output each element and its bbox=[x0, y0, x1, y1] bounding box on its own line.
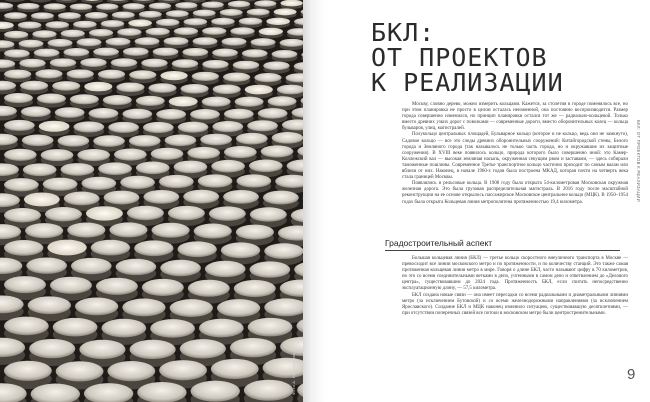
disc-lamp bbox=[142, 279, 184, 296]
disc-lamp bbox=[4, 120, 35, 131]
disc-lamp bbox=[52, 81, 80, 91]
disc-lamp bbox=[111, 58, 137, 67]
disc-lamp bbox=[268, 96, 297, 106]
disc-lamp bbox=[160, 71, 187, 80]
disc-lamp bbox=[175, 2, 197, 9]
disc-lamp bbox=[17, 3, 39, 10]
disc-lamp bbox=[89, 108, 119, 119]
disc-lamp bbox=[109, 222, 147, 237]
disc-lamp bbox=[130, 340, 176, 359]
disc-lamp bbox=[71, 258, 112, 274]
disc-lamp bbox=[200, 134, 232, 146]
section-heading: Градостроительный аспект bbox=[385, 238, 620, 251]
disc-lamp bbox=[261, 145, 294, 157]
disc-lamp bbox=[165, 135, 197, 147]
disc-lamp bbox=[43, 178, 78, 191]
disc-lamp bbox=[239, 18, 263, 25]
disc-lamp bbox=[263, 61, 289, 70]
disc-lamp bbox=[114, 149, 147, 161]
title-line-2: ОТ ПРОЕКТОВ bbox=[371, 43, 548, 72]
disc-lamp bbox=[234, 280, 276, 297]
disc-lamp bbox=[129, 70, 156, 79]
right-page bbox=[325, 0, 650, 402]
disc-lamp bbox=[177, 241, 216, 257]
disc-lamp bbox=[116, 82, 144, 92]
disc-lamp bbox=[117, 28, 141, 36]
disc-lamp bbox=[194, 224, 232, 239]
disc-lamp bbox=[250, 261, 291, 277]
disc-lamp bbox=[86, 206, 123, 220]
disc-lamp bbox=[153, 48, 179, 56]
disc-lamp bbox=[31, 12, 54, 19]
disc-lamp bbox=[122, 299, 165, 317]
disc-lamp bbox=[104, 191, 140, 205]
disc-lamp bbox=[245, 85, 273, 95]
disc-lamp bbox=[73, 21, 97, 28]
disc-lamp bbox=[96, 3, 118, 10]
disc-lamp bbox=[254, 0, 276, 7]
disc-lamp bbox=[148, 83, 176, 93]
section-paragraph-2: БКЛ создана новые связи — она имеет пересадки со всеми радиальными и диаметральными линиями метро (за исключением Бутовской) и со всеми железнодорожными направлениями (за исключением Ярославского). Создание БКЛ и МЦК наконец изменило ситуацию, существовавшую десятилетиями, — при отсутствии поперечных связей все потоки в московском метро были центростремительными. bbox=[402, 292, 628, 316]
disc-lamp bbox=[221, 242, 260, 258]
section-paragraph-1: Большая кольцевая линия (БКЛ) — третье кольцо скоростного внеуличного транспорта в Москве — превосходит все линии московского метро и по протяженности, и по количеству станций. Это также самая протяженная кольцевая линия метро в мире. Говоря о длине БКЛ, часто называют цифру в 70 километров, но это со всеми соединительными ветками в депо, учтенными в самом депо и ответвлением до «Делового центра», существовавшим до 2024 года. Протяженность БКЛ, если считать непосредственно эксплуатационную длину, — 57,5 километра. bbox=[402, 256, 628, 292]
disc-lamp bbox=[70, 94, 99, 104]
section-text bbox=[402, 256, 628, 317]
disc-lamp bbox=[159, 175, 194, 188]
disc-lamp bbox=[259, 28, 283, 36]
disc-lamp bbox=[212, 121, 243, 132]
disc-lamp bbox=[4, 93, 33, 103]
disc-lamp bbox=[61, 30, 85, 38]
disc-lamp bbox=[160, 260, 201, 276]
disc-lamp bbox=[174, 27, 198, 35]
disc-lamp bbox=[134, 240, 173, 256]
page-number: 9 bbox=[627, 366, 636, 383]
disc-lamp bbox=[266, 18, 290, 25]
disc-lamp bbox=[250, 207, 287, 221]
disc-lamp bbox=[170, 299, 213, 317]
intro-paragraph-3: Появлялись и рельсовые кольца. В 1908 году была открыта 54-километровая Московская окружная железная дорога. Это была грузовая распределительная магистраль. В 2016 году после масштабной реконструкции на ее основе открылось пассажирское Московское центральное кольцо (МЦК). В 1950–1954 годах была открыта Кольцевая линия метрополитена протяженностью 19,4 километра. bbox=[402, 181, 628, 205]
disc-lamp bbox=[4, 317, 49, 336]
disc-lamp bbox=[103, 95, 132, 105]
disc-lamp bbox=[228, 1, 250, 8]
disc-lamp bbox=[217, 299, 260, 317]
disc-lamp bbox=[24, 193, 60, 207]
disc-lamp bbox=[55, 107, 85, 118]
disc-lamp bbox=[108, 122, 139, 133]
metro-ceiling-photo bbox=[0, 0, 303, 402]
disc-lamp bbox=[211, 18, 235, 25]
disc-lamp bbox=[139, 11, 162, 18]
disc-lamp bbox=[22, 135, 54, 147]
book-gutter bbox=[303, 0, 325, 402]
disc-lamp bbox=[222, 38, 247, 46]
disc-lamp bbox=[192, 72, 219, 81]
disc-lamp bbox=[53, 318, 98, 337]
disc-lamp bbox=[211, 160, 245, 173]
disc-lamp bbox=[89, 29, 113, 37]
disc-lamp bbox=[45, 21, 69, 28]
disc-lamp bbox=[28, 296, 71, 314]
disc-lamp bbox=[168, 206, 205, 220]
disc-lamp bbox=[220, 9, 243, 16]
intro-paragraph-1: Москву, словно дерево, можно измерить кольцами. Кажется, за столетия в городе поменялось все, но при этом планировка не просто в целом осталась неизменной, она постоянно воспроизводится. Размер города совершенно изменился, но принцип планировки остался тот же — радиально-кольцевой. Только вместо древних узких дорог с повозками — современные дороги, вместо оборонительных колец — кольца бульваров, улиц, магистралей. bbox=[402, 102, 628, 132]
disc-lamp bbox=[123, 47, 149, 55]
disc-lamp bbox=[159, 360, 207, 380]
disc-lamp bbox=[166, 10, 189, 17]
disc-lamp bbox=[64, 192, 100, 206]
disc-lamps-illustration bbox=[0, 0, 303, 402]
disc-lamp bbox=[45, 207, 82, 221]
disc-lamp bbox=[213, 84, 241, 94]
disc-lamp bbox=[180, 339, 226, 358]
disc-lamp bbox=[50, 58, 76, 67]
disc-lamp bbox=[202, 27, 226, 35]
disc-lamp bbox=[236, 174, 271, 187]
disc-lamp bbox=[29, 339, 75, 358]
disc-lamp bbox=[77, 149, 110, 161]
disc-lamp bbox=[101, 319, 146, 338]
disc-lamp bbox=[98, 70, 125, 79]
disc-lamp bbox=[43, 3, 65, 10]
disc-lamp bbox=[127, 206, 164, 220]
disc-lamp bbox=[56, 361, 104, 381]
disc-lamp bbox=[236, 225, 274, 240]
disc-lamp bbox=[135, 37, 160, 45]
disc-lamp bbox=[4, 149, 37, 161]
disc-lamp bbox=[193, 37, 218, 45]
disc-lamp bbox=[254, 73, 281, 82]
disc-lamp bbox=[50, 277, 92, 294]
disc-lamp bbox=[205, 261, 246, 277]
disc-lamp bbox=[137, 382, 186, 402]
disc-lamp bbox=[73, 121, 104, 132]
disc-lamp bbox=[4, 208, 41, 222]
disc-lamp bbox=[233, 61, 259, 70]
disc-lamp bbox=[47, 240, 86, 256]
disc-lamp bbox=[190, 109, 220, 120]
disc-lamp bbox=[244, 380, 293, 401]
disc-lamp bbox=[85, 12, 108, 19]
disc-lamp bbox=[156, 19, 180, 26]
disc-lamp bbox=[136, 96, 165, 106]
disc-lamp bbox=[136, 161, 170, 174]
disc-lamp bbox=[96, 278, 138, 295]
disc-lamp bbox=[116, 259, 157, 275]
disc-lamp bbox=[79, 340, 125, 359]
disc-lamp bbox=[280, 0, 302, 6]
disc-lamp bbox=[120, 176, 155, 189]
disc-lamp bbox=[4, 276, 46, 293]
disc-lamp bbox=[4, 240, 43, 256]
disc-lamp bbox=[151, 148, 184, 160]
disc-lamp bbox=[248, 318, 293, 337]
disc-lamp bbox=[193, 10, 216, 17]
disc-lamp bbox=[84, 82, 112, 92]
disc-lamp bbox=[272, 132, 303, 144]
disc-lamp bbox=[258, 108, 288, 119]
running-header: БКЛ: ОТ ПРОЕКТОВ К РЕАЛИЗАЦИИ bbox=[636, 120, 641, 202]
title-line-3: К РЕАЛИЗАЦИИ bbox=[371, 68, 564, 97]
disc-lamp bbox=[4, 361, 52, 381]
disc-lamp bbox=[149, 3, 171, 10]
disc-lamp bbox=[58, 12, 81, 19]
disc-lamp bbox=[235, 97, 264, 107]
disc-lamp bbox=[4, 12, 27, 19]
disc-lamp bbox=[141, 59, 167, 68]
disc-lamp bbox=[18, 22, 42, 29]
disc-lamp bbox=[4, 31, 28, 39]
disc-lamp bbox=[201, 1, 223, 8]
disc-lamp bbox=[58, 135, 90, 147]
disc-lamp bbox=[106, 38, 131, 46]
disc-lamp bbox=[209, 206, 246, 220]
disc-lamp bbox=[61, 163, 95, 176]
disc-lamp bbox=[191, 381, 240, 402]
disc-lamp bbox=[272, 50, 298, 58]
disc-lamp bbox=[4, 178, 39, 191]
disc-lamp bbox=[98, 162, 132, 175]
disc-lamp bbox=[223, 190, 259, 204]
disc-lamp bbox=[80, 58, 106, 67]
disc-lamp bbox=[35, 69, 62, 78]
disc-lamp bbox=[93, 48, 119, 56]
intro-paragraph-2: Полукольцо центральных площадей, Бульварное кольцо (которое и не кольцо, ведь оно не замкнуто), Садовое кольцо — все это следы древних оборонительных сооружений: Китайгородской стены, Белого города и Земляного города (так называлось не только часть города, но и окружавшие их защитные сооружения). В XVIII веке появилось кольцо, природа которого было совершенно иной: это Камер-Коллежский вал — высокая земляная насыпь, окруженная секущим рвом и заставами, — здесь собирали таможенные пошлины. Современное Третье транспортное кольцо частично проходит по самым валам или вблизи от них. Наконец, в начале 1960-х годов была построена МКАД, которая почти на четверть века стала границей Москвы. bbox=[402, 132, 628, 181]
disc-lamp bbox=[247, 120, 278, 131]
disc-lamp bbox=[224, 109, 254, 120]
disc-lamp bbox=[174, 161, 208, 174]
disc-lamp bbox=[169, 96, 198, 106]
title-line-1: БКЛ: bbox=[371, 18, 436, 47]
disc-lamp bbox=[37, 94, 66, 104]
disc-lamp bbox=[67, 69, 94, 78]
disc-lamp bbox=[188, 280, 230, 297]
disc-lamp bbox=[81, 177, 116, 190]
disc-lamp bbox=[129, 135, 161, 147]
disc-lamp bbox=[21, 106, 51, 117]
disc-lamp bbox=[4, 49, 30, 57]
disc-lamp bbox=[249, 159, 283, 172]
disc-lamp bbox=[187, 147, 220, 159]
disc-lamp bbox=[211, 359, 259, 379]
disc-lamp bbox=[224, 146, 257, 158]
disc-lamp bbox=[264, 243, 303, 259]
disc-lamp bbox=[156, 109, 186, 120]
disc-lamp bbox=[145, 28, 169, 36]
disc-lamp bbox=[152, 223, 190, 238]
disc-lamp bbox=[67, 223, 105, 238]
disc-lamp bbox=[41, 149, 74, 161]
disc-lamp bbox=[19, 59, 45, 68]
disc-lamp bbox=[4, 69, 31, 78]
disc-lamp bbox=[182, 48, 208, 56]
disc-lamp bbox=[19, 40, 44, 48]
disc-lamp bbox=[164, 37, 189, 45]
disc-lamp bbox=[128, 19, 152, 26]
disc-lamp bbox=[251, 38, 276, 46]
disc-lamp bbox=[32, 30, 56, 38]
disc-lamp bbox=[230, 27, 254, 35]
disc-lamp bbox=[183, 190, 219, 204]
disc-lamp bbox=[25, 223, 63, 238]
page-title bbox=[371, 20, 611, 95]
disc-lamp bbox=[101, 20, 125, 27]
photo-credit: Фото А. Никифорова, 2024 bbox=[291, 340, 296, 395]
disc-lamp bbox=[112, 12, 135, 19]
disc-lamp bbox=[91, 240, 130, 256]
disc-lamp bbox=[77, 38, 102, 46]
disc-lamp bbox=[212, 49, 238, 57]
disc-lamp bbox=[150, 319, 195, 338]
disc-lamp bbox=[236, 133, 268, 145]
disc-lamp bbox=[23, 163, 57, 176]
disc-lamp bbox=[172, 59, 198, 68]
disc-lamp bbox=[75, 297, 118, 315]
disc-lamp bbox=[122, 3, 144, 10]
disc-lamp bbox=[34, 49, 60, 57]
disc-lamp bbox=[274, 8, 297, 15]
intro-text bbox=[402, 102, 628, 206]
disc-lamp bbox=[143, 190, 179, 204]
disc-lamp bbox=[26, 257, 67, 273]
disc-lamp bbox=[247, 9, 270, 16]
disc-lamp bbox=[20, 81, 48, 91]
disc-lamp bbox=[223, 72, 250, 81]
disc-lamp bbox=[230, 338, 276, 357]
disc-lamp bbox=[48, 39, 73, 47]
disc-lamp bbox=[263, 191, 299, 205]
disc-lamp bbox=[181, 84, 209, 94]
disc-lamp bbox=[199, 319, 244, 338]
disc-lamp bbox=[178, 122, 209, 133]
disc-lamp bbox=[198, 174, 233, 187]
disc-lamp bbox=[143, 122, 174, 133]
disc-lamp bbox=[63, 48, 89, 56]
disc-lamp bbox=[70, 3, 92, 10]
disc-lamp bbox=[39, 121, 70, 132]
disc-lamp bbox=[107, 361, 155, 381]
disc-lamp bbox=[242, 49, 268, 57]
disc-lamp bbox=[122, 109, 152, 120]
disc-lamp bbox=[93, 135, 125, 147]
disc-lamp bbox=[202, 97, 231, 107]
disc-lamp bbox=[202, 60, 228, 69]
disc-lamp bbox=[184, 18, 208, 25]
